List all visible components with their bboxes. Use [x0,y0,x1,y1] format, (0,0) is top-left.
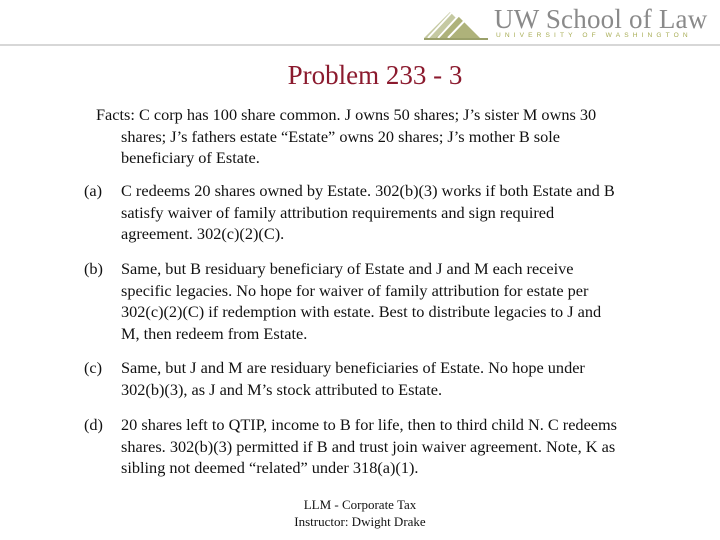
facts-line: beneficiary of Estate. [121,148,260,168]
item-line: 302(c)(2)(C) if redemption with estate. Best to distribute legacies to J and [121,302,602,322]
list-item-b [84,258,704,344]
item-marker: (d) [84,415,103,434]
logo-subtitle: UNIVERSITY OF WASHINGTON [496,32,692,39]
uw-law-logo [424,4,716,42]
item-marker: (c) [84,358,103,377]
item-line: C redeems 20 shares owned by Estate. 302(b)(3) works if both Estate and B [121,181,615,200]
item-line: specific legacies. No hope for waiver of family attribution for estate per [121,280,589,300]
item-line: Same, but J and M are residuary beneficiaries of Estate. No hope under [121,358,585,377]
facts-line: shares; J’s fathers estate “Estate” owns 20 shares; J’s mother B sole [121,126,561,146]
footer-instructor: Instructor: Dwight Drake [294,514,426,529]
item-marker: (a) [84,181,103,200]
item-line: Same, but B residuary beneficiary of Estate and J and M each receive [121,259,574,278]
item-line: 20 shares left to QTIP, income to B for life, then to third child N. C redeems [121,415,618,434]
item-marker: (b) [84,259,103,278]
list-item-d [84,414,704,479]
header-divider [0,44,720,46]
slide-title: Problem 233 - 3 [287,60,463,90]
facts-line: Facts: C corp has 100 share common. J owns 50 shares; J’s sister M owns 30 [96,105,597,124]
item-line: 302(b)(3), as J and M’s stock attributed to Estate. [121,379,443,399]
header-band [0,0,720,46]
item-line: sibling not deemed “related” under 318(a)(1). [121,458,419,478]
w-emblem-icon [424,6,488,40]
item-line: agreement. 302(c)(2)(C). [121,224,285,244]
list-item-a [84,180,704,245]
item-line: shares. 302(b)(3) permitted if B and trust join waiver agreement. Note, K as [121,436,616,456]
logo-name: UW School of Law [494,4,708,34]
facts-paragraph [96,104,696,169]
item-line: satisfy waiver of family attribution requirements and sign required [121,202,555,222]
slide-footer [260,496,460,530]
list-item-c [84,357,704,400]
item-line: M, then redeem from Estate. [121,323,308,343]
footer-course: LLM - Corporate Tax [303,497,417,512]
